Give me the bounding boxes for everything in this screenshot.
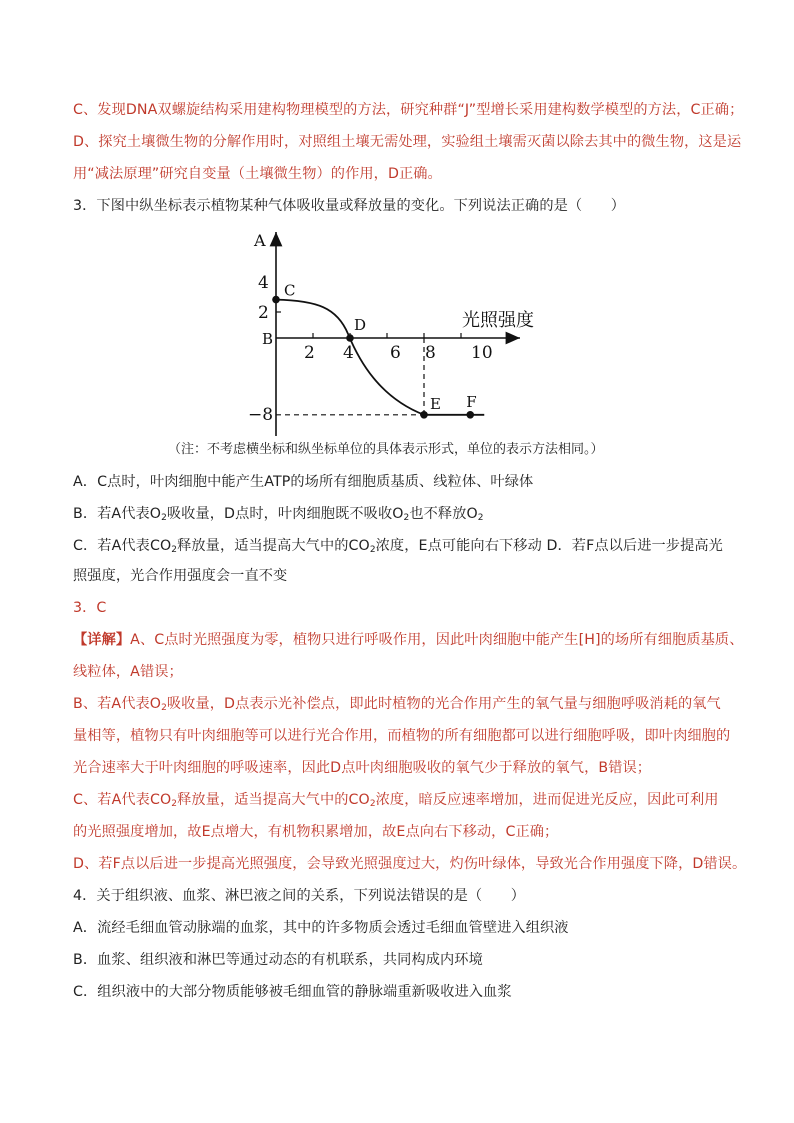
point-d xyxy=(346,334,354,342)
q3-option-d-cont: 照强度，光合作用强度会一直不变 xyxy=(73,568,288,584)
point-e xyxy=(420,411,428,419)
answer-b-line1: B、若A代表$O_2$吸收量，D点表示光补偿点，即此时植物的光合作用产生的氧气量与细胞呼吸消耗的氧气 xyxy=(73,696,721,713)
y-tick-4-label: 4 xyxy=(258,273,269,293)
question-3-stem: 3．下图中纵坐标表示植物某种气体吸收量或释放量的变化。下列说法正确的是（ ） xyxy=(73,198,626,214)
x-tick-6-label: 6 xyxy=(390,343,401,363)
q4-option-c: C．组织液中的大部分物质能够被毛细血管的静脉端重新吸收进入血浆 xyxy=(73,984,512,1000)
q3-option-b: B．若A代表$O_2$吸收量，D点时，叶肉细胞既不吸收$O_2$也不释放$O_2$ xyxy=(73,506,484,523)
q3-option-a: A．C点时，叶肉细胞中能产生ATP的场所有细胞质基质、线粒体、叶绿体 xyxy=(73,474,534,490)
point-d-label: D xyxy=(354,316,367,334)
point-f xyxy=(466,411,474,419)
detail-tag: 【详解】 xyxy=(73,632,131,648)
question-4-stem: 4．关于组织液、血浆、淋巴液之间的关系，下列说法错误的是（ ） xyxy=(73,888,526,904)
x-tick-4-label: 4 xyxy=(343,343,354,363)
answer-c-line2: 的光照强度增加，故E点增大，有机物积累增加，故E点向右下移动，C正确； xyxy=(73,824,559,840)
point-f-label: F xyxy=(466,392,477,411)
point-c-label: C xyxy=(284,281,296,300)
answer-a-line2: 线粒体，A错误； xyxy=(73,664,183,680)
y-tick-minus8-label: −8 xyxy=(248,405,274,425)
prev-answer-d-line1: D、探究土壤微生物的分解作用时，对照组土壤无需处理，实验组土壤需灭菌以除去其中的微生物，这是运 xyxy=(73,134,742,150)
point-e-label: E xyxy=(430,394,441,413)
answer-number: 3．C xyxy=(73,600,107,616)
chart-note: （注：不考虑横坐标和纵坐标单位的具体表示形式，单位的表示方法相同。） xyxy=(168,442,604,457)
answer-d-line1: D、若F点以后进一步提高光照强度，会导致光照强度过大，灼伤叶绿体，导致光合作用强度下降，D错误。 xyxy=(73,856,747,872)
prev-answer-c: C、发现DNA双螺旋结构采用建构物理模型的方法，研究种群“J”型增长采用建构数学模型的方法，C正确； xyxy=(73,102,744,118)
x-tick-8-label: 8 xyxy=(425,343,436,363)
x-axis-label: 光照强度 xyxy=(462,310,534,331)
answer-b-line2: 量相等，植物只有叶肉细胞等可以进行光合作用，而植物的所有细胞都可以进行细胞呼吸，即叶肉细胞的 xyxy=(73,728,731,744)
x-tick-10-label: 10 xyxy=(471,343,493,363)
prev-answer-d-line2: 用“减法原理”研究自变量（土壤微生物）的作用，D正确。 xyxy=(73,166,442,182)
answer-c-line1: C、若A代表$CO_2$释放量，适当提高大气中的$CO_2$浓度，暗反应速率增加，进而促进光反应，因此可利用 xyxy=(73,792,719,809)
answer-a-line1: 【详解】A、C点时光照强度为零，植物只进行呼吸作用，因此叶肉细胞中能产生[H]的场所有细胞质基质、 xyxy=(73,632,744,648)
y-axis-label: A xyxy=(254,231,266,250)
x-tick-2-label: 2 xyxy=(304,343,315,363)
origin-label: B xyxy=(262,330,274,348)
y-tick-2-label: 2 xyxy=(258,303,269,323)
q3-option-c-d: C．若A代表$CO_2$释放量，适当提高大气中的$CO_2$浓度，E点可能向右下移动 D．若F点以后进一步提高光 xyxy=(73,538,723,555)
q4-option-a: A．流经毛细血管动脉端的血浆，其中的许多物质会透过毛细血管壁进入组织液 xyxy=(73,920,569,936)
answer-b-line3: 光合速率大于叶肉细胞的呼吸速率，因此D点叶肉细胞吸收的氧气少于释放的氧气，B错误； xyxy=(73,760,652,776)
point-c xyxy=(272,296,280,304)
q4-option-b: B．血浆、组织液和淋巴等通过动态的有机联系，共同构成内环境 xyxy=(73,952,483,968)
curve xyxy=(276,300,484,415)
